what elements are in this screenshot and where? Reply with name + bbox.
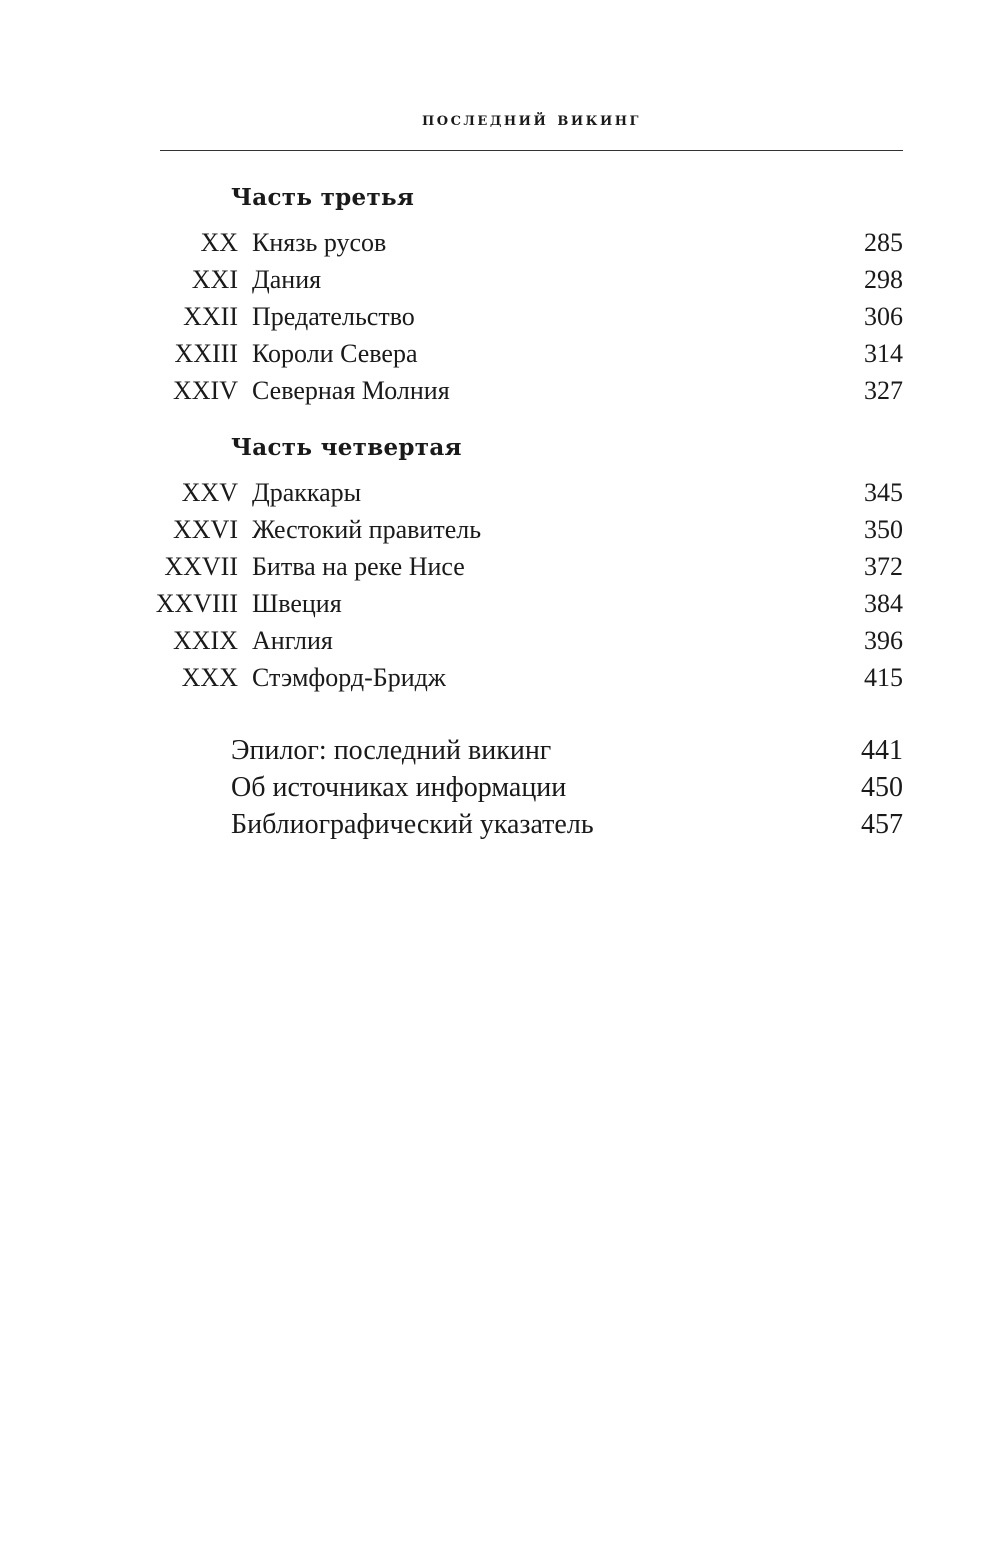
page-number: 372	[864, 552, 903, 581]
page-number: 327	[864, 376, 903, 405]
toc-entry-xxiv[interactable]	[160, 372, 903, 409]
chapter-number: XXX	[181, 663, 238, 692]
chapter-number: XXIII	[174, 339, 238, 368]
toc-entry-xxvi[interactable]	[160, 511, 903, 548]
part-three-title: Часть третья	[231, 184, 415, 211]
chapter-number: XXIV	[173, 376, 238, 405]
toc-entry-xxiii[interactable]	[160, 335, 903, 372]
chapter-number: XXVI	[173, 515, 238, 544]
chapter-number: XXVII	[164, 552, 238, 581]
toc-entry-xxx[interactable]	[160, 659, 903, 696]
header-rule	[160, 150, 903, 151]
chapter-title: Короли Севера	[252, 339, 418, 368]
chapter-title: Англия	[252, 626, 333, 655]
toc-entry-xxv[interactable]	[160, 474, 903, 511]
chapter-number: XXI	[191, 265, 238, 294]
chapter-number: XXV	[181, 478, 238, 507]
chapter-title: Битва на реке Нисе	[252, 552, 465, 581]
page-number: 306	[864, 302, 903, 331]
page-number: 285	[864, 228, 903, 257]
chapter-number: XX	[200, 228, 238, 257]
running-head: последний викинг	[421, 108, 641, 130]
page-number: 384	[864, 589, 903, 618]
page-number: 350	[864, 515, 903, 544]
page-number: 396	[864, 626, 903, 655]
chapter-number: XXVIII	[155, 589, 238, 618]
toc-entry-xxix[interactable]	[160, 622, 903, 659]
chapter-title: Северная Молния	[252, 376, 450, 405]
chapter-number: XXII	[183, 302, 238, 331]
page-number: 314	[864, 339, 903, 368]
part-four-title: Часть четвертая	[231, 434, 462, 461]
entry-title: Эпилог: последний викинг	[231, 735, 552, 766]
chapter-title: Швеция	[252, 589, 342, 618]
entry-title: Библиографический указатель	[231, 809, 594, 840]
entry-title: Об источниках информации	[231, 772, 567, 803]
toc-entry-sources[interactable]	[231, 769, 903, 806]
chapter-title: Стэмфорд-Бридж	[252, 663, 446, 692]
page-number: 441	[861, 735, 903, 766]
chapter-title: Князь русов	[252, 228, 387, 257]
page-number: 298	[864, 265, 903, 294]
chapter-number: XXIX	[173, 626, 238, 655]
page-number: 415	[864, 663, 903, 692]
toc-entry-xxvii[interactable]	[160, 548, 903, 585]
page-number: 345	[864, 478, 903, 507]
chapter-title: Драккары	[252, 478, 362, 507]
toc-entry-xxi[interactable]	[160, 261, 903, 298]
page-number: 457	[861, 809, 903, 840]
toc-entry-bibliography[interactable]	[231, 806, 903, 843]
chapter-title: Жестокий правитель	[252, 515, 482, 544]
toc-entry-xxii[interactable]	[160, 298, 903, 335]
chapter-title: Предательство	[252, 302, 415, 331]
chapter-title: Дания	[252, 265, 322, 294]
page-number: 450	[861, 772, 903, 803]
toc-entry-xxviii[interactable]	[155, 585, 903, 622]
toc-entry-epilogue[interactable]	[231, 732, 903, 769]
toc-entry-xx[interactable]	[160, 224, 903, 261]
